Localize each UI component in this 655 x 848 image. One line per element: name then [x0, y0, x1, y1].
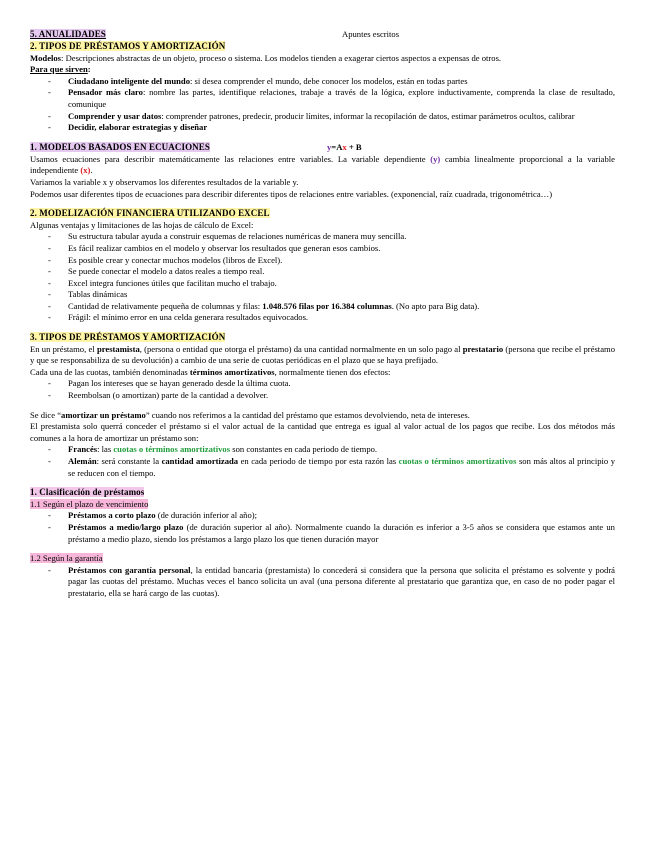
- purpose-label: Para que sirven:: [30, 64, 91, 75]
- list-item: - Su estructura tabular ayuda a construir esquemas de relaciones numéricas de manera muy sencilla.: [48, 231, 407, 242]
- term-title: 1.1 Según el plazo de vencimiento: [30, 498, 149, 509]
- guarantee-list: [30, 565, 615, 600]
- list-item: - Comprender y usar datos: comprender patrones, predecir, producir límites, informar la recopilación de datos, estimar parámetros ocultos, calibrar: [48, 110, 575, 121]
- notes-label: Apuntes escritos: [342, 29, 400, 39]
- list-item: - Es posible crear y conectar muchos modelos (libros de Excel).: [48, 254, 283, 265]
- list-item: - Préstamos a corto plazo (de duración inferior al año);: [48, 510, 258, 521]
- list-item: - Alemán: será constante la cantidad amortizada en cada periodo de tiempo por esta razón las cuotas o términos amortizativos son más altos al principio y se reducen con el tiempo.: [48, 456, 615, 478]
- list-item: - Decidir, elaborar estrategias y diseñar: [48, 122, 208, 133]
- section2-intro: Algunas ventajas y limitaciones de las hojas de cálculo de Excel:: [30, 219, 254, 230]
- section3-title: 3. TIPOS DE PRÉSTAMOS Y AMORTIZACIÓN: [30, 332, 226, 343]
- section-heading: 5. ANUALIDADES: [30, 29, 106, 39]
- models-paragraph: Modelos: Descripciones abstractas de un objeto, proceso o sistema. Los modelos tienden a exagerar ciertos aspectos a expensas de otros.: [30, 52, 502, 63]
- list-item: - Cantidad de relativamente pequeña de columnas y filas: 1.048.576 filas por 16.384 columnas. (No apto para Big data).: [48, 300, 480, 311]
- section1-paragraph-2: Variamos la variable x y observamos los diferentes resultados de la variable y.: [30, 176, 299, 187]
- section1-paragraph: Usamos ecuaciones para describir matemáticamente las relaciones entre variables. La variable dependiente (y) cambia linealmente proporcional a la variable independiente (x).: [30, 153, 615, 176]
- list-item: - Frágil: el mínimo error en una celda generara resultados equivocados.: [48, 312, 309, 323]
- purpose-list: [30, 76, 615, 134]
- page-header: [30, 29, 615, 41]
- section3-paragraph-3: Se dice “amortizar un préstamo” cuando nos referimos a la cantidad del préstamo que estamos devolviendo, neta de intereses.: [30, 409, 470, 420]
- guarantee-title: 1.2 Según la garantía: [30, 553, 103, 564]
- section1-title: 1. MODELOS BASADOS EN ECUACIONES y=Ax + B: [30, 141, 362, 152]
- list-item: - Préstamos a medio/largo plazo (de duración superior al año). Normalmente cuando la duración es inferior a 3-5 años se considera que estamos ante un préstamo a medio plazo, siendo los préstamos a largo plazo los que tienen duración mayor: [48, 521, 615, 544]
- list-item: - Préstamos con garantía personal, la entidad bancaria (prestamista) lo concederá si considera que la persona que solicita el préstamo es solvente y podrá pagar las cuotas del préstamo. Muchas veces el banco solicita un aval (una persona diferente al prestatario que garantiza que, en caso de no poder pagar el prestatario, ella se hará cargo de las cuotas).: [48, 564, 615, 598]
- methods-list: [30, 444, 615, 479]
- list-item: - Pensador más claro: nombre las partes, identifique relaciones, trabaje a través de la lógica, explore inductivamente, comprenda la clase de resultado, comunique: [48, 87, 615, 109]
- top-title: 2. TIPOS DE PRÉSTAMOS Y AMORTIZACIÓN: [30, 41, 226, 51]
- list-item: - Es fácil realizar cambios en el modelo y observar los resultados que generan esos cambios.: [48, 242, 381, 253]
- list-item: - Francés: las cuotas o términos amortizativos son constantes en cada periodo de tiempo.: [48, 444, 378, 455]
- formula: y=Ax + B: [327, 141, 362, 152]
- list-item: - Ciudadano inteligente del mundo: si desea comprender el mundo, debe conocer los modelos, están en todas partes: [48, 75, 468, 86]
- classification-title: 1. Clasificación de préstamos: [30, 487, 145, 498]
- list-item: - Pagan los intereses que se hayan generado desde la última cuota.: [48, 378, 291, 389]
- list-item: - Reembolsan (o amortizan) parte de la cantidad a devolver.: [48, 390, 269, 401]
- section3-paragraph-1: En un préstamo, el prestamista, (persona o entidad que otorga el préstamo) da una cantidad normalmente en un solo pago al prestatario (persona que recibe el préstamo y que se responsabiliza de su devolución) a cambio de una serie de cuotas periódicas en el plazo que se haya prefijado.: [30, 343, 615, 366]
- section3-paragraph-4: El prestamista solo querrá conceder el préstamo si el valor actual de la cantidad que entrega es igual al valor actual de los pagos que recibe. Los dos métodos más comunes a la hora de amortizar un préstamo son:: [30, 421, 615, 443]
- list-item: - Tablas dinámicas: [48, 289, 128, 300]
- list-item: - Excel integra funciones útiles que facilitan mucho el trabajo.: [48, 277, 277, 288]
- section2-title: 2. MODELIZACIÓN FINANCIERA UTILIZANDO EXCEL: [30, 208, 270, 219]
- excel-list: [30, 231, 615, 324]
- document-page: [30, 29, 615, 600]
- term-list: [30, 510, 615, 545]
- list-item: - Se puede conectar el modelo a datos reales a tiempo real.: [48, 266, 265, 277]
- section3-paragraph-2: Cada una de las cuotas, también denominadas términos amortizativos, normalmente tienen dos efectos:: [30, 366, 391, 377]
- effects-list: [30, 378, 615, 401]
- section1-paragraph-3: Podemos usar diferentes tipos de ecuaciones para describir diferentes tipos de relaciones entre variables. (exponencial, raíz cuadrada, trigonométrica…): [30, 188, 553, 199]
